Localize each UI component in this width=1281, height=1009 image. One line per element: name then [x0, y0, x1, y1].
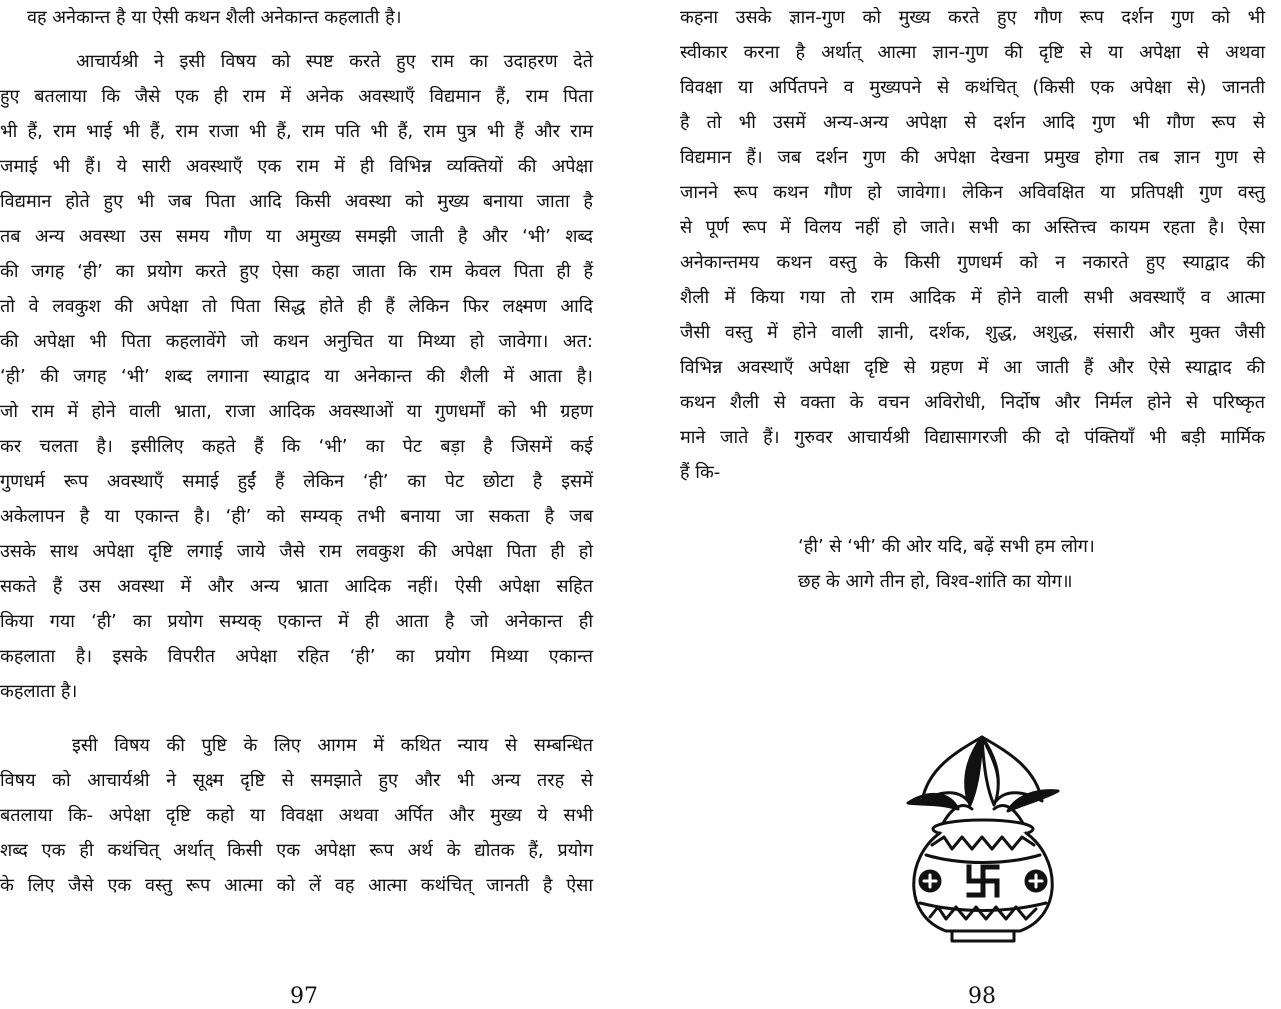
text-line: भी हैं, राम भाई भी हैं, राम राजा भी हैं, राम पति भी हैं, राम पुत्र भी हैं और राम: [0, 121, 593, 142]
text-line: कहलाता है।: [0, 681, 78, 702]
text-line: तो वे लवकुश की अपेक्षा तो पिता सिद्ध होते ही हैं लेकिन फिर लक्ष्मण आदि: [0, 296, 593, 317]
text-line: शैली में किया गया तो राम आदिक में होने वाली सभी अवस्थाएँ व आत्मा: [680, 287, 1265, 308]
text-line: कर चलता है। इसीलिए कहते हैं कि ‘भी’ का पेट बड़ा है जिसमें कई: [0, 436, 593, 457]
paragraph-first-line: आचार्यश्री ने इसी विषय को स्पष्ट करते हुए राम का उदाहरण देते: [76, 51, 593, 72]
text-line: जैसी वस्तु में होने वाली ज्ञानी, दर्शक, शुद्ध, अशुद्ध, संसारी और मुक्त जैसी: [680, 322, 1265, 343]
text-line: जो राम में होने वाली भ्राता, राजा आदिक अवस्थाओं या गुणधर्मों को भी ग्रहण: [0, 401, 593, 422]
text-line: सकते हैं उस अवस्था में और अन्य भ्राता आदिक नहीं। ऐसी अपेक्षा सहित: [0, 576, 593, 597]
verse-line: ‘ही’ से ‘भी’ की ओर यदि, बढ़ें सभी हम लोग।: [798, 536, 1095, 557]
text-line: के लिए जैसे एक वस्तु रूप आत्मा को लें वह आत्मा कथंचित् जानती है ऐसा: [0, 875, 593, 896]
text-line: विवक्षा या अर्पितपने व मुख्यपने से कथंचित् (किसी एक अपेक्षा से) जानती: [680, 77, 1265, 98]
text-line: विद्यमान हैं। जब दर्शन गुण की अपेक्षा देखना प्रमुख होगा तब ज्ञान गुण से: [680, 147, 1265, 168]
page-number: 97: [290, 984, 318, 1009]
text-line: है तो भी उसमें अन्य-अन्य अपेक्षा से दर्शन आदि गुण भी गौण रूप से: [680, 112, 1265, 133]
text-line: माने जाते हैं। गुरुवर आचार्यश्री विद्यासागरजी की दो पंक्तियाँ भी बड़ी मार्मिक: [680, 427, 1265, 448]
text-line: ‘ही’ की जगह ‘भी’ शब्द लगाना स्याद्वाद या अनेकान्त की शैली में आता है।: [0, 366, 593, 387]
paragraph-first-line: इसी विषय की पुष्टि के लिए आगम में कथित न्याय से सम्बन्धित: [72, 735, 593, 756]
text-line: अनेकान्तमय कथन वस्तु के किसी गुणधर्म को न नकारते हुए स्याद्वाद की: [680, 252, 1265, 273]
text-line: की अपेक्षा भी पिता कहलावेंगे जो कथन अनुचित या मिथ्या हो जावेगा। अत:: [0, 331, 593, 352]
text-line: की जगह ‘ही’ का प्रयोग करते हुए ऐसा कहा जाता कि राम केवल पिता ही हैं: [0, 261, 593, 282]
text-line: जमाई भी हैं। ये सारी अवस्थाएँ एक राम में ही विभिन्न व्यक्तियों की अपेक्षा: [0, 156, 593, 177]
page-number: 98: [968, 984, 996, 1009]
text-line: हैं कि-: [680, 462, 721, 483]
text-line: किया गया ‘ही’ का प्रयोग सम्यक् एकान्त में ही आता है जो अनेकान्त ही: [0, 611, 593, 632]
text-line: हुए बतलाया कि जैसे एक ही राम में अनेक अवस्थाएँ विद्यमान हैं, राम पिता: [0, 86, 593, 107]
text-line: कहलाता है। इसके विपरीत अपेक्षा रहित ‘ही’ का प्रयोग मिथ्या एकान्त: [0, 646, 593, 667]
text-line: वह अनेकान्त है या ऐसी कथन शैली अनेकान्त कहलाती है।: [27, 7, 402, 28]
text-line: विभिन्न अवस्थाएँ अपेक्षा दृष्टि से ग्रहण में आ जाती हैं और ऐसे स्याद्वाद की: [680, 357, 1265, 378]
text-line: जानने रूप कथन गौण हो जावेगा। लेकिन अविवक्षित या प्रतिपक्षी गुण वस्तु: [680, 182, 1265, 203]
text-line: अकेलापन है या एकान्त है। ‘ही’ को सम्यक् तभी बनाया जा सकता है जब: [0, 506, 593, 527]
verse-line: छह के आगे तीन हो, विश्व-शांति का योग॥: [798, 571, 1073, 592]
text-line: कहना उसके ज्ञान-गुण को मुख्य करते हुए गौण रूप दर्शन गुण को भी: [680, 7, 1265, 28]
text-line: स्वीकार करना है अर्थात् आत्मा ज्ञान-गुण की दृष्टि से या अपेक्षा से अथवा: [680, 42, 1265, 63]
text-line: तब अन्य अवस्था उस समय गौण या अमुख्य समझी जाती है और ‘भी’ शब्द: [0, 226, 593, 247]
text-line: शब्द एक ही कथंचित् अर्थात् किसी एक अपेक्षा रूप अर्थ के द्योतक हैं, प्रयोग: [0, 840, 593, 861]
text-line: गुणधर्म रूप अवस्थाएँ समाई हुईं हैं लेकिन ‘ही’ का पेट छोटा है इसमें: [0, 471, 593, 492]
text-line: विषय को आचार्यश्री ने सूक्ष्म दृष्टि से समझाते हुए और भी अन्य तरह से: [0, 770, 593, 791]
text-line: बतलाया कि- अपेक्षा दृष्टि कहो या विवक्षा अथवा अर्पित और मुख्य ये सभी: [0, 805, 593, 826]
text-line: कथन शैली से वक्ता के वचन अविरोधी, निर्दोष और निर्मल होने से परिष्कृत: [680, 392, 1265, 413]
kalash-swastika-icon: [900, 733, 1065, 948]
text-line: विद्यमान होते हुए भी जब पिता आदि किसी अवस्था को मुख्य बनाया जाता है: [0, 191, 593, 212]
text-line: उसके साथ अपेक्षा दृष्टि लगाई जाये जैसे राम लवकुश की अपेक्षा पिता ही हो: [0, 541, 593, 562]
text-line: से पूर्ण रूप में विलय नहीं हो जाते। सभी का अस्तित्त्व कायम रहता है। ऐसा: [680, 217, 1265, 238]
